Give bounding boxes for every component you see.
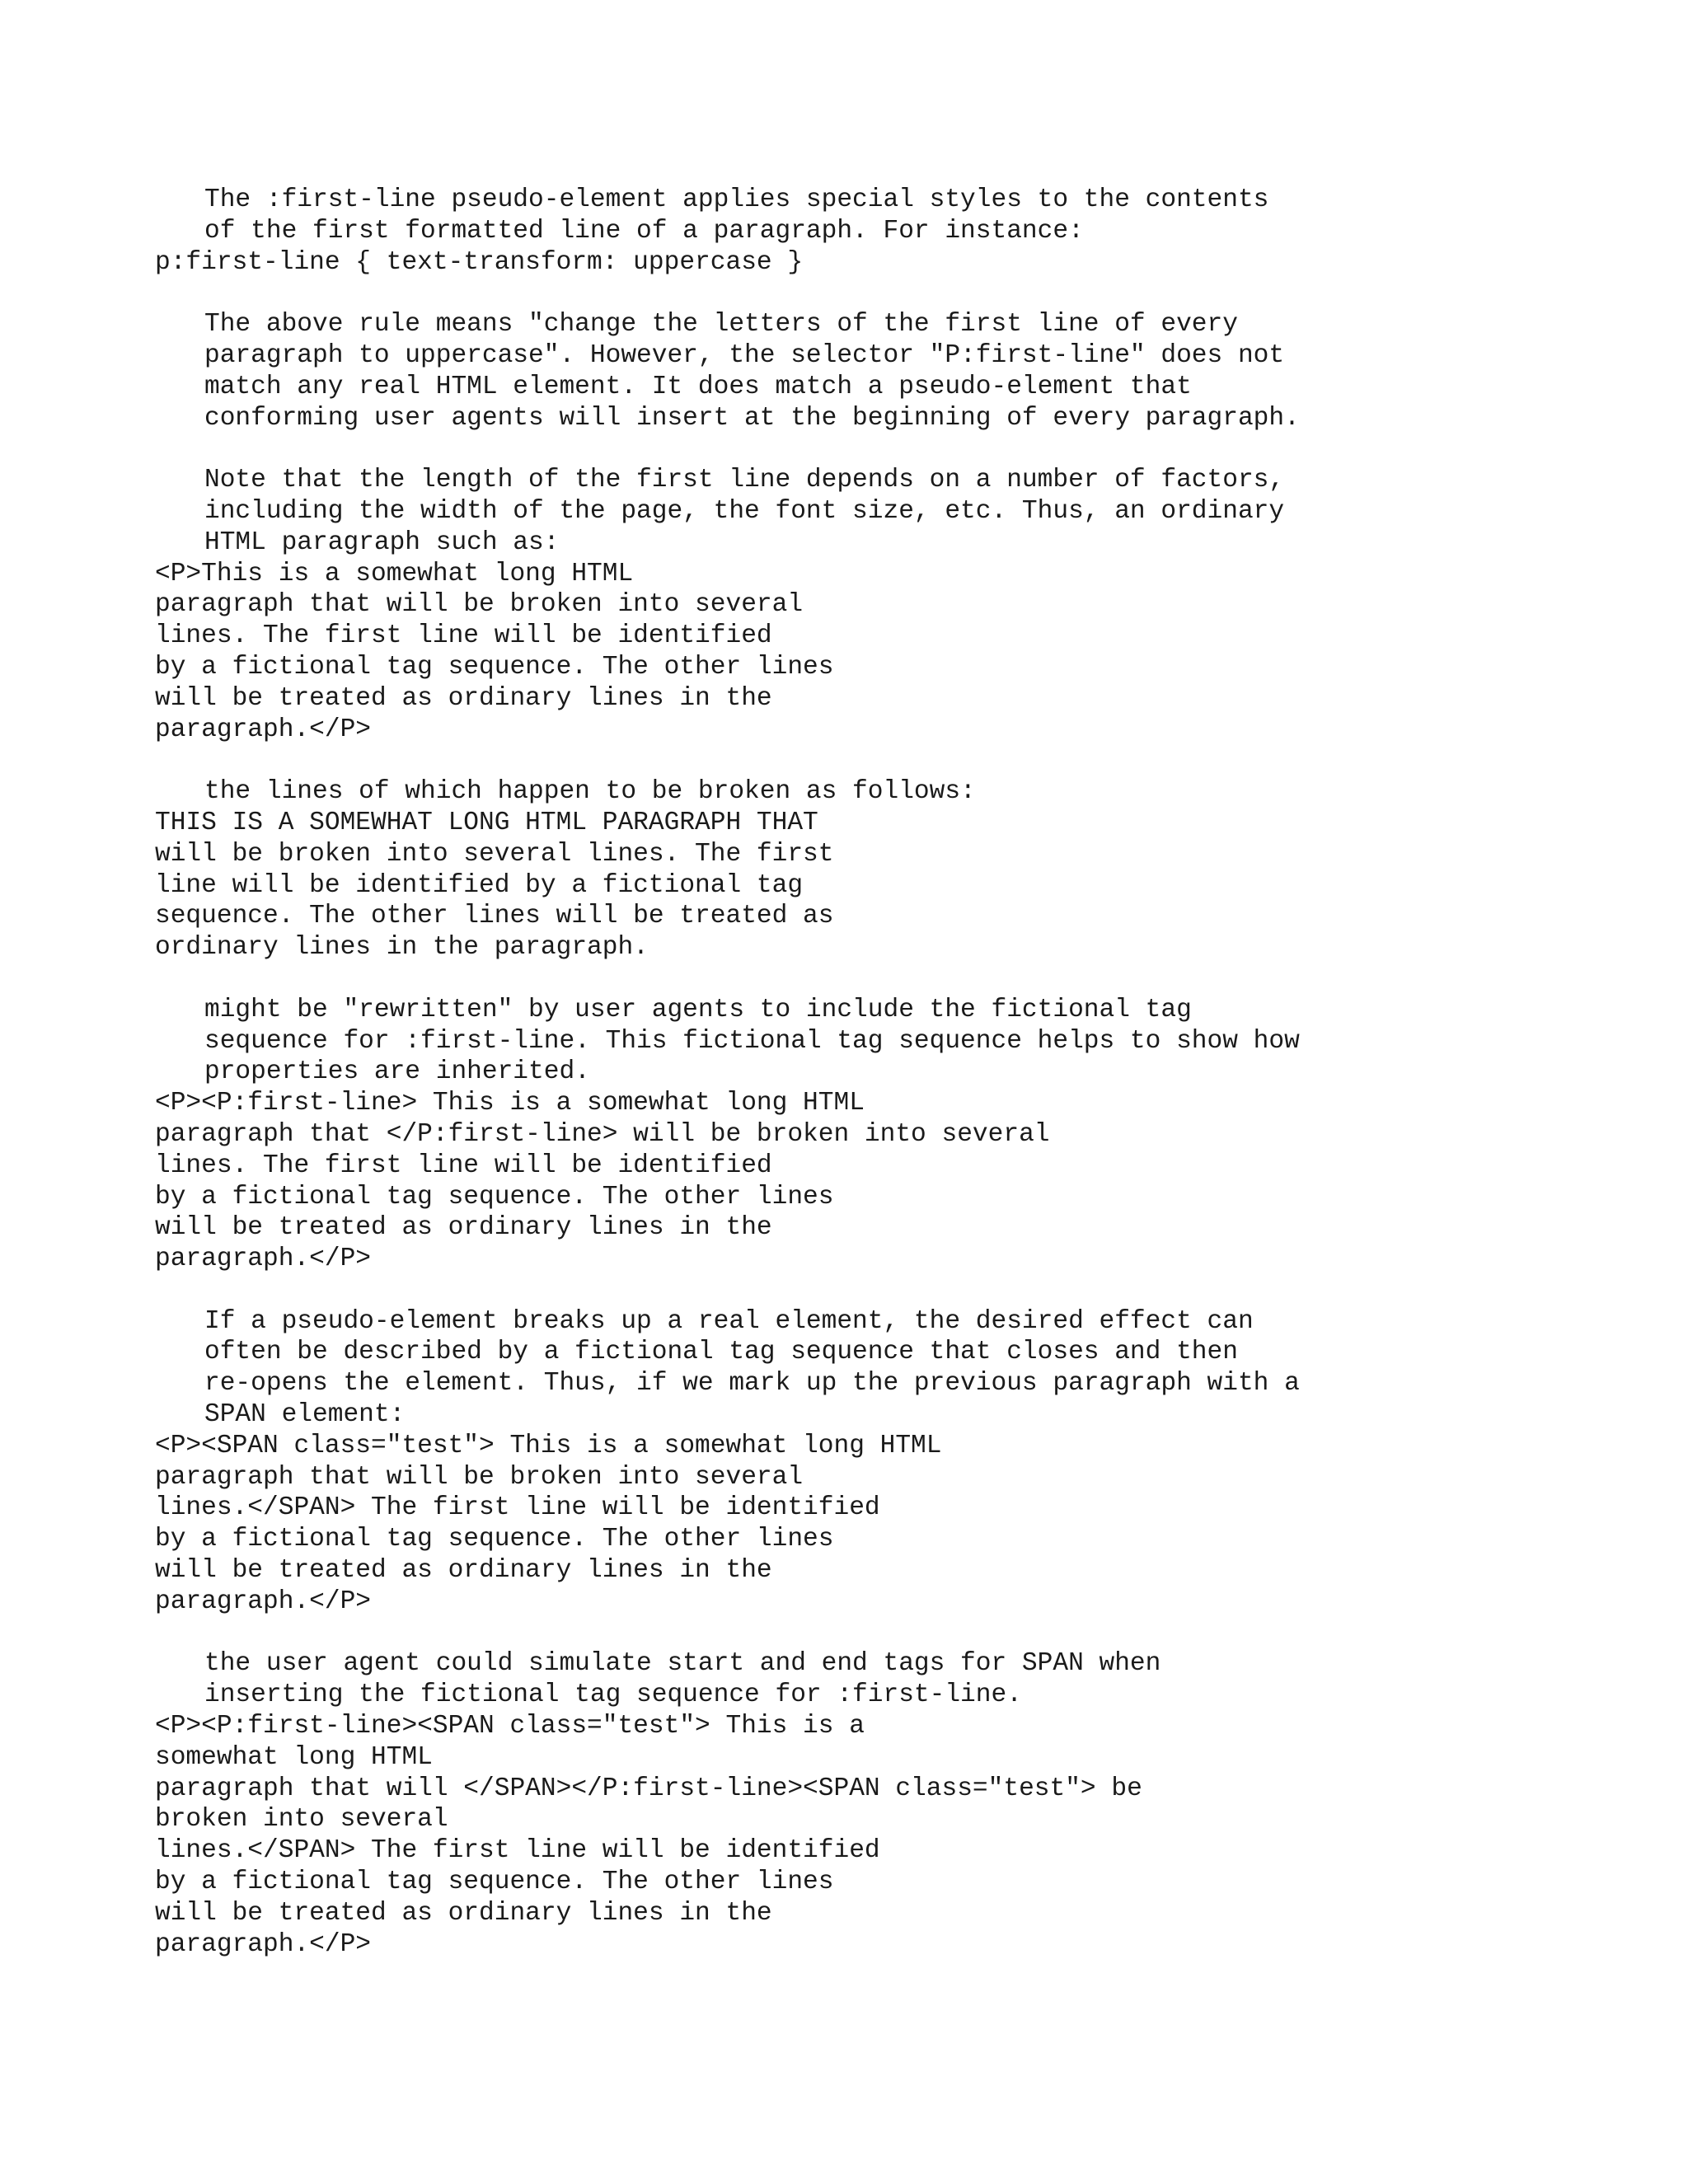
prose-line: conforming user agents will insert at the beginning of every paragraph.: [204, 403, 1300, 433]
code-line: paragraph that will </SPAN></P:first-line><SPAN class="test"> be: [155, 1774, 1142, 1803]
blank-line: [155, 1618, 1300, 1649]
code-example: [155, 247, 1300, 279]
prose-line: paragraph to uppercase". However, the selector "P:first-line" does not: [204, 340, 1285, 370]
blank-line: [155, 278, 1300, 309]
prose-line: the user agent could simulate start and end tags for SPAN when: [204, 1649, 1161, 1679]
prose-line: the lines of which happen to be broken as follows:: [204, 777, 976, 807]
code-line: by a fictional tag sequence. The other lines: [155, 1868, 834, 1897]
code-line: will be treated as ordinary lines in the: [155, 1556, 772, 1586]
code-example: [155, 559, 1300, 746]
code-line: paragraph that will be broken into several: [155, 1462, 804, 1492]
code-line: will be broken into several lines. The first: [155, 839, 834, 869]
code-line: somewhat long HTML: [155, 1742, 433, 1772]
prose-paragraph: [155, 1648, 1300, 1711]
code-line: <P><P:first-line><SPAN class="test"> This is a: [155, 1712, 865, 1741]
prose-line: The :first-line pseudo-element applies special styles to the contents: [204, 185, 1269, 214]
prose-line: If a pseudo-element breaks up a real element, the desired effect can: [204, 1306, 1254, 1336]
blank-line: [155, 1275, 1300, 1306]
code-line: <P>This is a somewhat long HTML: [155, 559, 634, 588]
code-example: [155, 1711, 1300, 1960]
prose-line: HTML paragraph such as:: [204, 527, 560, 557]
prose-paragraph: [155, 776, 1300, 808]
code-line: line will be identified by a fictional tag: [155, 870, 804, 900]
code-line: will be treated as ordinary lines in the: [155, 1898, 772, 1928]
code-line: by a fictional tag sequence. The other lines: [155, 652, 834, 682]
code-example: [155, 808, 1300, 963]
prose-paragraph: [155, 1306, 1300, 1431]
prose-line: sequence for :first-line. This fictional tag sequence helps to show how: [204, 1026, 1300, 1056]
prose-line: of the first formatted line of a paragraph. For instance:: [204, 216, 1084, 246]
prose-line: inserting the fictional tag sequence for :first-line.: [204, 1680, 1022, 1710]
code-line: sequence. The other lines will be treated as: [155, 902, 834, 931]
code-line: <P><P:first-line> This is a somewhat long HTML: [155, 1089, 865, 1118]
document-body: [155, 185, 1300, 1960]
prose-line: SPAN element:: [204, 1400, 406, 1430]
code-line: ordinary lines in the paragraph.: [155, 933, 649, 963]
code-example: [155, 1431, 1300, 1618]
prose-line: including the width of the page, the font size, etc. Thus, an ordinary: [204, 496, 1285, 526]
prose-line: might be "rewritten" by user agents to include the fictional tag: [204, 995, 1192, 1024]
code-line: paragraph.</P>: [155, 1586, 372, 1616]
code-line: will be treated as ordinary lines in the: [155, 683, 772, 713]
code-example: [155, 1088, 1300, 1275]
prose-paragraph: [155, 309, 1300, 434]
prose-line: re-opens the element. Thus, if we mark up the previous paragraph with a: [204, 1369, 1300, 1399]
blank-line: [155, 963, 1300, 995]
code-line: lines. The first line will be identified: [155, 1151, 772, 1180]
code-line: paragraph.</P>: [155, 715, 372, 744]
code-line: lines.</SPAN> The first line will be identified: [155, 1836, 880, 1866]
code-line: broken into several: [155, 1805, 448, 1835]
code-line: by a fictional tag sequence. The other lines: [155, 1182, 834, 1212]
code-line: paragraph that will be broken into several: [155, 590, 804, 620]
prose-paragraph: [155, 185, 1300, 247]
prose-line: Note that the length of the first line depends on a number of factors,: [204, 466, 1285, 495]
code-line: by a fictional tag sequence. The other lines: [155, 1525, 834, 1554]
code-line: <P><SPAN class="test"> This is a somewhat long HTML: [155, 1431, 942, 1460]
prose-paragraph: [155, 995, 1300, 1088]
prose-line: properties are inherited.: [204, 1057, 590, 1087]
prose-line: often be described by a fictional tag sequence that closes and then: [204, 1338, 1238, 1367]
blank-line: [155, 434, 1300, 465]
code-line: p:first-line { text-transform: uppercase }: [155, 247, 804, 277]
blank-line: [155, 745, 1300, 776]
prose-paragraph: [155, 465, 1300, 558]
code-line: THIS IS A SOMEWHAT LONG HTML PARAGRAPH THAT: [155, 808, 818, 837]
code-line: paragraph that </P:first-line> will be broken into several: [155, 1119, 1050, 1149]
code-line: lines.</SPAN> The first line will be identified: [155, 1493, 880, 1523]
code-line: paragraph.</P>: [155, 1244, 372, 1274]
prose-line: match any real HTML element. It does match a pseudo-element that: [204, 372, 1192, 401]
code-line: paragraph.</P>: [155, 1929, 372, 1959]
code-line: will be treated as ordinary lines in the: [155, 1213, 772, 1243]
code-line: lines. The first line will be identified: [155, 621, 772, 651]
prose-line: The above rule means "change the letters of the first line of every: [204, 310, 1238, 340]
